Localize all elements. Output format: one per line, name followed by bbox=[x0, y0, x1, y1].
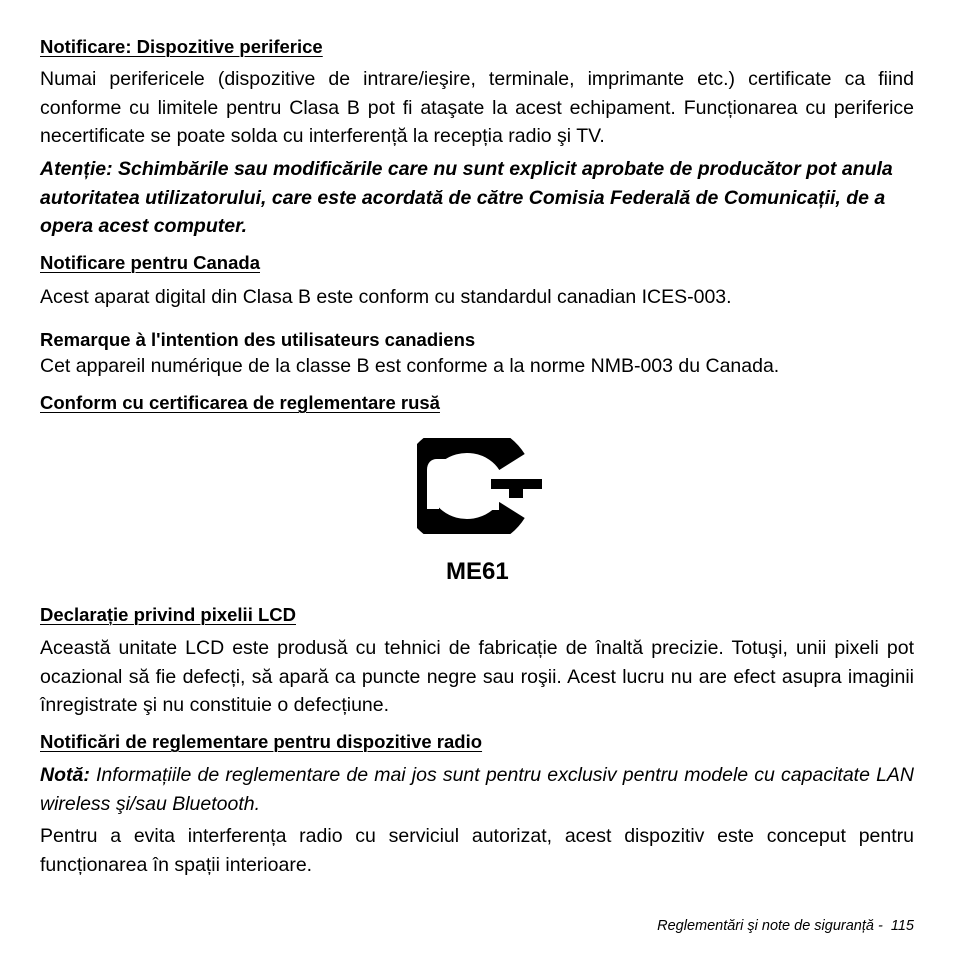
paragraph-canada-fr: Cet appareil numérique de la classe B est conforme a la norme NMB-003 du Canada. bbox=[40, 355, 780, 377]
paragraph-canada: Acest aparat digital din Clasa B este conform cu standardul canadian ICES-003. bbox=[40, 286, 732, 308]
note-label: Notă: bbox=[40, 764, 90, 786]
heading-canada-fr: Remarque à l'intention des utilisateurs canadiens bbox=[40, 329, 476, 350]
heading-russia: Conform cu certificarea de reglementare rusă bbox=[40, 392, 440, 413]
note-text: Informațiile de reglementare de mai jos sunt pentru exclusiv pentru modele cu capacitate LAN wireless şi/sau Bluetooth. bbox=[40, 764, 915, 815]
paragraph-peripherals: Numai perifericele (dispozitive de intrare/ieşire, terminale, imprimante etc.) certificate ca fiind conforme cu limitele pentru Clasa B pot fi ataşate la acest echipament. Funcționarea cu periferice necertificate se poate solda cu interferență la recepția radio şi TV. bbox=[40, 68, 914, 147]
footer-section-title: Reglementări şi note de siguranță - bbox=[657, 918, 883, 934]
paragraph-radio: Pentru a evita interferența radio cu serviciul autorizat, acest dispozitiv este conceput pentru funcționarea în spații interioare. bbox=[40, 825, 914, 876]
pct-certification-logo-icon bbox=[417, 438, 543, 534]
heading-canada: Notificare pentru Canada bbox=[40, 252, 260, 273]
page-number: 115 bbox=[890, 918, 914, 934]
paragraph-lcd: Această unitate LCD este produsă cu tehnici de fabricație de înaltă precizie. Totuşi, unii pixeli pot ocazional să fie defecți, să apară ca puncte negre sau roşii. Acest lucru nu are efect asupra imaginii înregistrate şi nu constituie o defecțiune. bbox=[40, 637, 914, 716]
heading-peripherals: Notificare: Dispozitive periferice bbox=[40, 36, 323, 57]
heading-lcd: Declarație privind pixelii LCD bbox=[40, 604, 296, 625]
note-radio bbox=[40, 761, 914, 818]
page-footer bbox=[657, 918, 914, 934]
certificate-code: ME61 bbox=[446, 558, 509, 585]
heading-radio: Notificări de reglementare pentru dispozitive radio bbox=[40, 731, 483, 752]
warning-fcc: Atenție: Schimbările sau modificările care nu sunt explicit aprobate de producător pot anula autoritatea utilizatorului, care este acordată de către Comisia Federală de Comunicații, de a opera acest computer. bbox=[40, 158, 893, 237]
